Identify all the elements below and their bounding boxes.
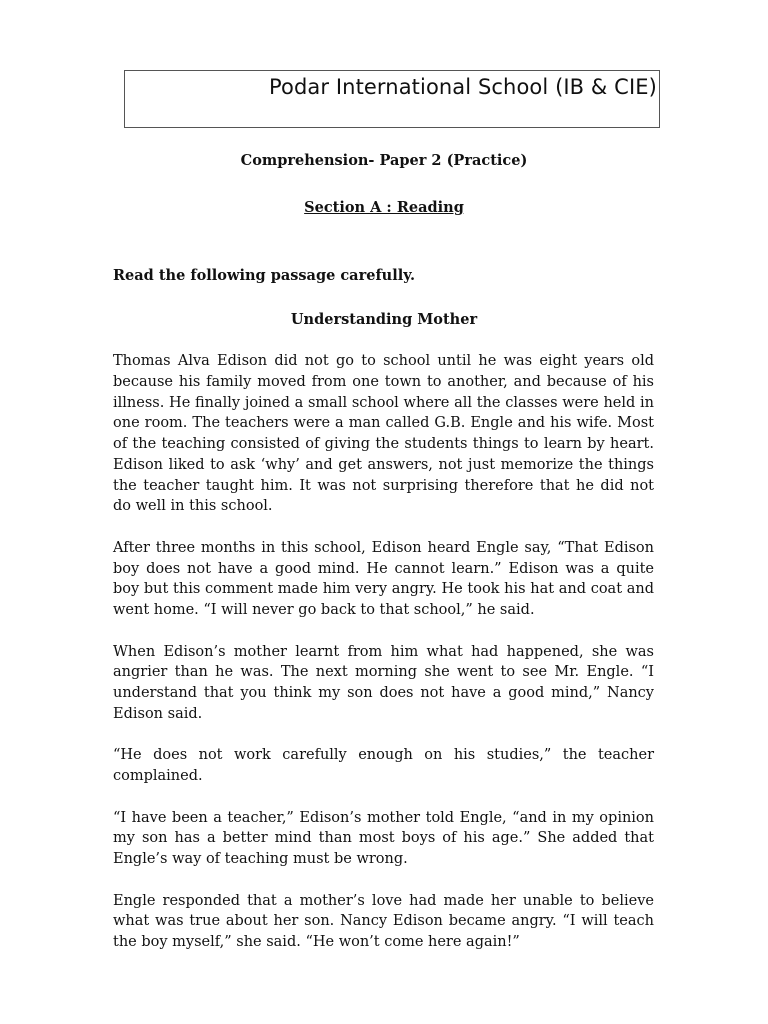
- passage-paragraph: After three months in this school, Edison heard Engle say, “That Edison boy does not have a good mind. He cannot learn.” Edison was a quite boy but this comment made him very angry. He took his hat and coat and went home. “I will never go back to that school,” he said.: [113, 539, 654, 618]
- passage-paragraph: “I have been a teacher,” Edison’s mother told Engle, “and in my opinion my son has a better mind than most boys of his age.” She added that Engle’s way of teaching must be wrong.: [113, 809, 654, 867]
- passage-body: [113, 351, 654, 974]
- passage-title: Understanding Mother: [290, 311, 478, 328]
- school-name: Podar International School (IB & CIE): [269, 75, 657, 99]
- passage-paragraph: “He does not work carefully enough on his studies,” the teacher complained.: [113, 747, 654, 784]
- section-heading: Section A : Reading: [304, 199, 464, 216]
- passage-paragraph: Engle responded that a mother’s love had made her unable to believe what was true about her son. Nancy Edison became angry. “I will teach the boy myself,” she said. “He won’t come here again!”: [113, 892, 654, 950]
- paper-subtitle: Comprehension- Paper 2 (Practice): [240, 152, 528, 169]
- instruction-text: Read the following passage carefully.: [113, 267, 416, 284]
- passage-paragraph: When Edison’s mother learnt from him what had happened, she was angrier than he was. The next morning she went to see Mr. Engle. “I understand that you think my son does not have a good mind,” Nancy Edison said.: [113, 643, 654, 722]
- passage-paragraph: Thomas Alva Edison did not go to school until he was eight years old because his family moved from one town to another, and because of his illness. He finally joined a small school where all the classes were held in one room. The teachers were a man called G.B. Engle and his wife. Most of the teaching consisted of giving the students things to learn by heart. Edison liked to ask ‘why’ and get answers, not just memorize the things the teacher taught him. It was not surprising therefore that he did not do well in this school.: [113, 353, 654, 515]
- school-name-box: [124, 70, 660, 128]
